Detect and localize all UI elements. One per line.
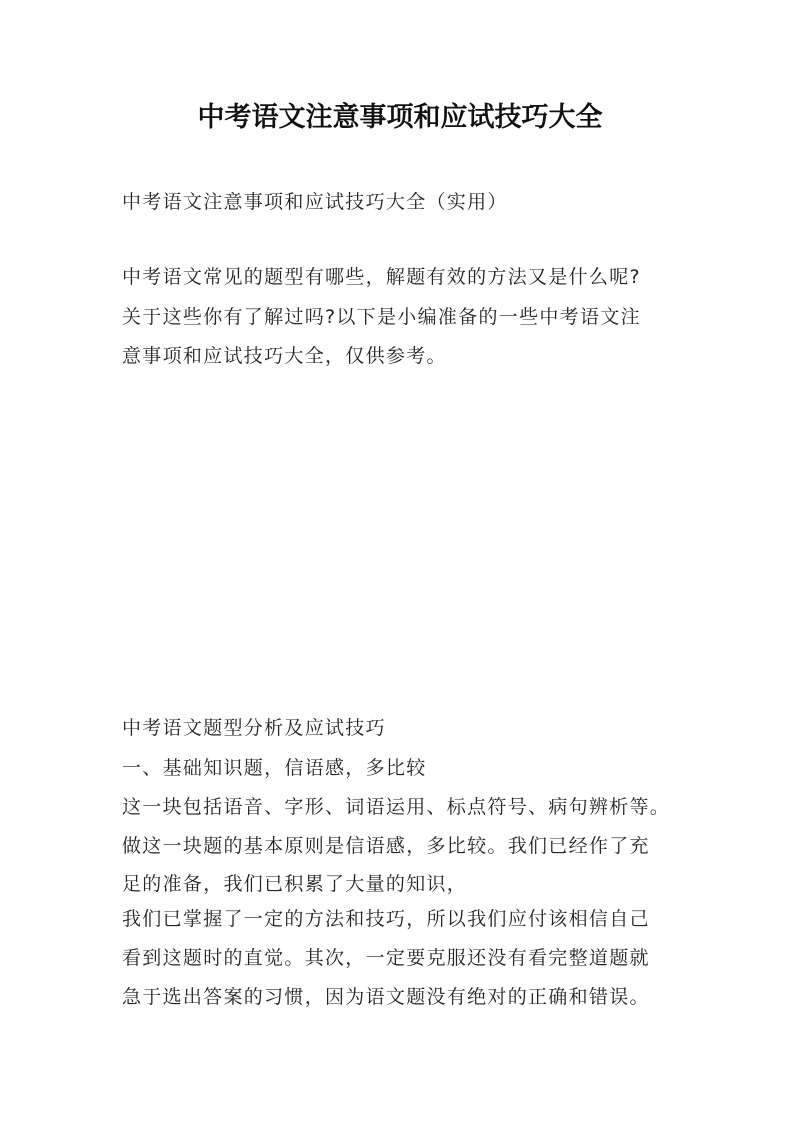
document-title: 中考语文注意事项和应试技巧大全 <box>197 102 603 133</box>
document-subtitle: 中考语文注意事项和应试技巧大全（实用） <box>122 191 508 213</box>
intro-line-1: 中考语文常见的题型有哪些，解题有效的方法又是什么呢? <box>122 266 641 288</box>
section-heading: 中考语文题型分析及应试技巧 <box>122 717 386 739</box>
intro-line-3: 意事项和应试技巧大全，仅供参考。 <box>122 345 447 367</box>
body-line-6: 急于选出答案的习惯，因为语文题没有绝对的正确和错误。 <box>122 986 650 1008</box>
body-line-4: 我们已掌握了一定的方法和技巧，所以我们应付该相信自己 <box>122 908 650 930</box>
body-line-3: 足的准备，我们已积累了大量的知识， <box>122 873 468 895</box>
body-line-5: 看到这题时的直觉。其次，一定要克服还没有看完整道题就 <box>122 947 650 969</box>
body-line-2: 做这一块题的基本原则是信语感，多比较。我们已经作了充 <box>122 835 650 857</box>
subsection-heading: 一、基础知识题，信语感，多比较 <box>122 757 427 779</box>
intro-line-2: 关于这些你有了解过吗?以下是小编准备的一些中考语文注 <box>122 306 641 328</box>
body-line-1: 这一块包括语音、字形、词语运用、标点符号、病句辨析等。 <box>122 796 671 818</box>
